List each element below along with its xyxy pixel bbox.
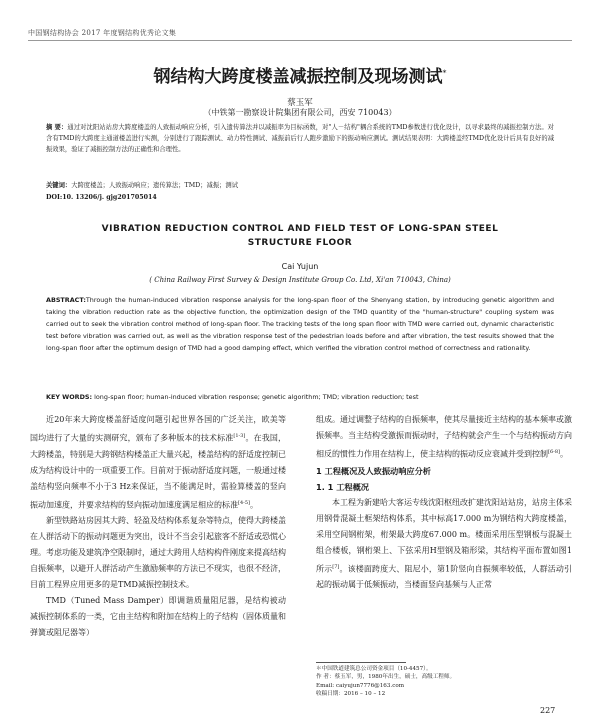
- body-paragraph: TMD（Tuned Mass Damper）即调谐质量阻尼器，是结构被动减振控制体系的一类，它由主结构和附加在结构上的子结构（固体质量和弹簧或阻尼器等）: [30, 596, 286, 638]
- subsection-heading: 1. 1 工程概况: [316, 481, 369, 492]
- page-number: 227: [540, 706, 556, 715]
- body-paragraph: 近20年来大跨度楼盖舒适度问题引起世界各国的广泛关注，欧美等国均进行了大量的实测研究，颁布了多种版本的技术标准[1-3]。在我国，大跨楼盖，特别是大跨钢结构楼盖正大量兴起，楼盖结构的舒适度控制已成为结构设计中的一项重要工作。目前对于振动舒适度问题，一般通过楼盖结构竖向频率不小于3 Hz来保证，当不能满足时，需验算楼盖的竖向振动加速度，并要求结构的竖向振动加速度满足相应的标准[4-5]。: [30, 415, 287, 510]
- body-paragraph: 本工程为新建哈大客运专线沈阳枢纽改扩建沈阳站站房，站房主体采用钢骨混凝土框架结构体系，其中标高17.000 m为钢结构大跨度楼盖，采用空间钢桁架，桁架最大跨度67.000 m。楼面采用压型钢板与混凝土组合楼板，钢桁架上、下弦采用H型钢及箱形梁，其结构平面布置如图1所示[7]。该楼面跨度大、阻尼小，第1阶竖向自振频率较低，人群活动引起的振动属于低频振动，当楼面竖向基频与人正常: [316, 497, 572, 590]
- english-keywords-label: KEY WORDS:: [46, 393, 93, 401]
- english-abstract-text: Through the human-induced vibration response analysis for the long-span floor of the Shenyang station, by introducing genetic algorithm and taking the vibration reduction rate as the objective function, the optimization design of the TMD quantity of the "human-structure" coupling system was carried out to seek the vibration control method of long-span floor. The tracking tests of the long span floor with TMD were carried out, dynamic characteristic test before vibration was carried out, as well as the vibration response test of the pedestrian loads before and after vibration, the test results showed that the long-span floor after the optimum design of TMD had a good damping effect, which verified the vibration control method of correctness and rationality.: [46, 296, 554, 353]
- running-head: 中国钢结构协会 2017 年度钢结构优秀论文集: [28, 29, 177, 37]
- english-title: [28, 222, 572, 250]
- citation: [4-5]: [238, 499, 250, 506]
- english-author: Cai Yujun: [281, 262, 319, 271]
- footnote-email: Email: caiyujun7776@163.com: [316, 682, 405, 689]
- header-divider: [28, 40, 572, 41]
- citation: [6-8]: [548, 449, 560, 455]
- english-title-line2: STRUCTURE FLOOR: [247, 238, 353, 248]
- english-title-line1: VIBRATION REDUCTION CONTROL AND FIELD TEST OF LONG-SPAN STEEL: [101, 224, 499, 234]
- english-abstract: [46, 294, 554, 354]
- english-abstract-label: ABSTRACT:: [46, 296, 86, 304]
- keywords-cn: [46, 180, 554, 191]
- footnote-received: 收稿日期：2016 – 10 – 12: [316, 691, 386, 698]
- abstract-cn: [46, 122, 554, 156]
- abstract-cn-label: 摘 要：: [46, 124, 68, 131]
- body-right-column: [316, 412, 572, 593]
- paper-title: 钢结构大跨度楼盖减振控制及现场测试*: [153, 67, 447, 87]
- body-paragraph: 新型铁路站房因其大跨、轻盈及结构体系复杂等特点，使得大跨楼盖在人群活动下的振动问题更为突出，设计不当会引起旅客不舒适或恐慌心理。考虑功能及建筑净空限制时，通过大跨用人结构构件刚度来提高结构自振频率，以避开人群活动产生激励频率的方法已不现实，也很不经济，目前工程界应用更多的是TMD减振控制技术。: [30, 516, 286, 590]
- keywords-cn-label: 关键词：: [46, 182, 72, 189]
- english-keywords-text: long-span floor; human-induced vibration response; genetic algorithm; TMD; vibration reduction; test: [94, 393, 419, 401]
- footnote-funding: ＊中国铁道建筑总公司资金项目（10-4457）。: [316, 666, 432, 672]
- body-paragraph: 组成。通过调整子结构的自振频率，使其尽量接近主结构的基本频率或激振频率。当主结构受激振而振动时，子结构就会产生一个与结构振动方向相反的惯性力作用在结构上，使主结构的振动反应衰减并受到控制[6-8]。: [316, 415, 572, 459]
- citation: [7]: [332, 563, 340, 570]
- author-name: 蔡玉军: [287, 98, 313, 108]
- english-keywords: [46, 392, 554, 403]
- section-heading: 1 工程概况及人致振动响应分析: [316, 465, 431, 476]
- body-left-column: [30, 412, 286, 641]
- english-affiliation: ( China Railway First Survey & Design Institute Group Co. Ltd, Xi'an 710043, China): [149, 276, 451, 284]
- footnote-divider: [316, 662, 406, 663]
- footnote: [316, 665, 572, 699]
- author-affiliation: （中铁第一勘察设计院集团有限公司，西安 710043）: [203, 108, 397, 117]
- footnote-author: 作 者：蔡玉军，男，1980年出生，硕士，高级工程师。: [316, 674, 456, 681]
- keywords-cn-text: 大跨度楼盖；人致振动响应；遗传算法；TMD；减振；测试: [71, 182, 239, 189]
- title-footnote-mark: *: [442, 68, 447, 78]
- doi: DOI:10. 13206/j. gjg201705014: [46, 194, 157, 201]
- abstract-cn-text: 通过对沈阳站站房大跨度楼盖的人致振动响应分析，引入遗传算法并以减振率为目标函数，对"人－结构"耦合系统的TMD参数进行优化设计，以寻求最终的减振控制方法。对含有TMD的大跨度主通道楼盖进行实测，分别进行了跟踪测试、动力特性测试、减振前后行人跑步激励下的振动响应测试。测试结果表明：大跨楼盖经TMD优化设计后具有良好的减振效果，验证了减振控制方法的正确性和合理性。: [46, 124, 554, 154]
- citation: [1-3]: [233, 433, 246, 439]
